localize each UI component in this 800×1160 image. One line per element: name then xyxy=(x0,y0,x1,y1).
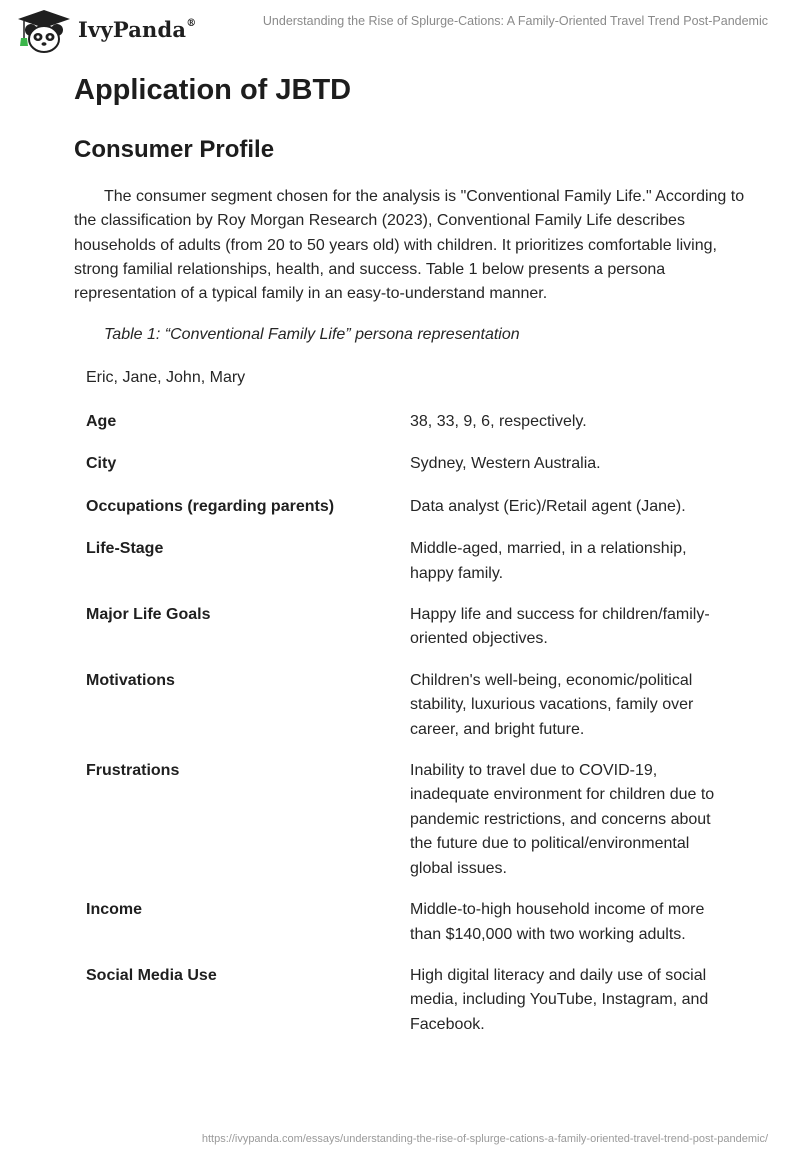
document-title: Understanding the Rise of Splurge-Cations: A Family-Oriented Travel Trend Post-Pandemic xyxy=(262,14,768,28)
row-value: Data analyst (Eric)/Retail agent (Jane). xyxy=(410,497,686,515)
row-label: Occupations (regarding parents) xyxy=(86,497,335,515)
row-label: Social Media Use xyxy=(86,966,217,984)
row-label: Frustrations xyxy=(86,762,180,780)
page-header xyxy=(0,0,800,60)
table-row xyxy=(86,898,726,947)
table-row xyxy=(86,603,726,652)
row-value: Happy life and success for children/family-oriented objectives. xyxy=(410,606,710,648)
row-value: Middle-to-high household income of more than $140,000 with two working adults. xyxy=(410,901,705,943)
brand-name[interactable]: IvyPanda® xyxy=(78,17,197,42)
panda-graduate-logo-icon[interactable] xyxy=(14,8,74,54)
table-row xyxy=(86,452,726,476)
row-value: High digital literacy and daily use of social media, including YouTube, Instagram, and Facebook. xyxy=(410,966,709,1033)
row-value: Sydney, Western Australia. xyxy=(410,455,601,473)
row-label: Life-Stage xyxy=(86,540,164,558)
row-label: Motivations xyxy=(86,671,175,689)
table-row xyxy=(86,537,726,586)
persona-names: Eric, Jane, John, Mary xyxy=(86,369,246,386)
table-row xyxy=(86,759,726,881)
table-caption: Table 1: “Conventional Family Life” persona representation xyxy=(104,326,520,343)
row-label: City xyxy=(86,455,117,473)
body-paragraph: The consumer segment chosen for the analysis is "Conventional Family Life." According to the classification by Roy Morgan Research (2023), Conventional Family Life describes households of adults (from 20 to 50 years old) with children. It prioritizes comfortable living, strong familial relationships, health, and success. Table 1 below presents a persona representation of a typical family in an easy-to-understand manner. xyxy=(74,188,745,303)
section-heading: Application of JBTD xyxy=(74,74,352,106)
persona-table-rows xyxy=(86,410,726,1037)
row-label: Income xyxy=(86,901,143,919)
source-url[interactable]: https://ivypanda.com/essays/understanding-the-rise-of-splurge-cations-a-family-oriented-travel-trend-post-pandemic/ xyxy=(201,1133,768,1145)
row-value: Middle-aged, married, in a relationship, happy family. xyxy=(410,540,687,582)
table-row xyxy=(86,410,726,434)
row-value: Inability to travel due to COVID-19, inadequate environment for children due to pandemic restrictions, and concerns about the future due to political/environmental global issues. xyxy=(410,762,715,877)
row-label: Age xyxy=(86,413,117,430)
table-row xyxy=(86,669,726,742)
row-value: 38, 33, 9, 6, respectively. xyxy=(410,413,587,430)
row-label: Major Life Goals xyxy=(86,606,211,624)
table-row xyxy=(86,495,726,519)
table-row xyxy=(86,964,726,1037)
persona-table xyxy=(86,368,726,1054)
row-value: Children's well-being, economic/political stability, luxurious vacations, family over career, and bright future. xyxy=(410,671,694,738)
subsection-heading: Consumer Profile xyxy=(74,136,275,163)
